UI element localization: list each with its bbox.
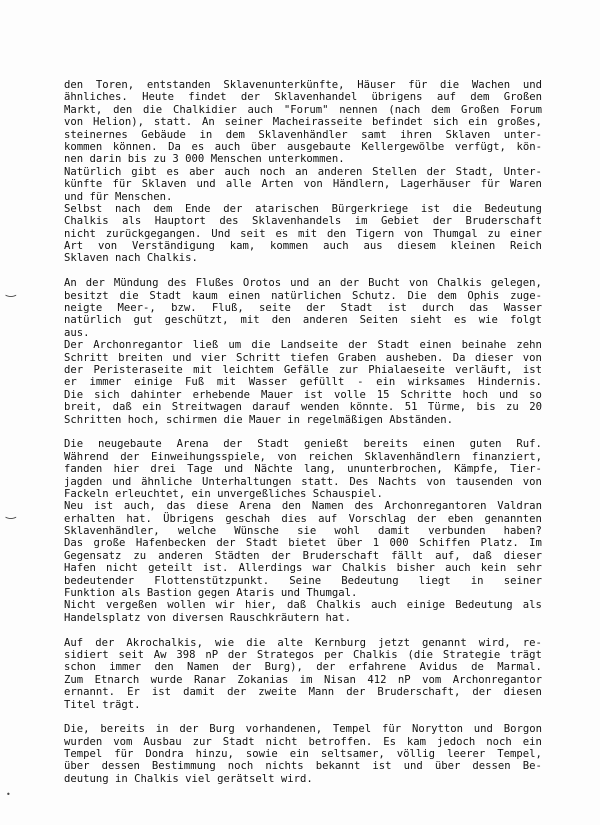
text-line: deutung in Chalkis viel gerätselt wird. — [64, 772, 313, 785]
text-line: aus. — [64, 326, 90, 339]
text-line: Art von Verständigung kam, kommen auch aus diesem kleinen Reich — [64, 240, 542, 253]
text-line: natürlich gut geschützt, mit den anderen Seiten sieht es wie folgt — [64, 314, 542, 327]
text-line: Sklaven nach Chalkis. — [64, 252, 198, 265]
text-line: Die, bereits in der Burg vorhandenen, Tempel für Norytton und Borgon — [64, 723, 542, 736]
text-line: künfte für Sklaven und alle Arten von Händlern, Lagerhäuser für Waren — [64, 178, 542, 191]
margin-dot-mark: • — [6, 790, 11, 799]
text-line: Zum Etnarch wurde Ranar Zokanias im Nisan 412 nP vom Archonregantor — [64, 673, 542, 686]
text-line: der Peristeraseite mit leichtem Gefälle zur Phialaeseite verläuft, ist — [64, 363, 542, 376]
text-line: Titel trägt. — [64, 698, 141, 711]
paragraph — [64, 438, 542, 624]
text-line: Das große Hafenbecken der Stadt bietet über 1 000 Schiffen Platz. Im — [64, 537, 542, 550]
text-line: breit, daß ein Streitwagen darauf wenden könnte. 51 Türme, bis zu 20 — [64, 401, 542, 414]
paragraph — [64, 79, 542, 265]
margin-pencil-mark: ‿ — [6, 505, 16, 519]
text-line: Schritt breiten und vier Schritt tiefen Graben ausheben. Da dieser von — [64, 351, 542, 364]
body-text — [64, 79, 542, 798]
text-line: Chalkis als Hauptort des Sklavenhandels im Gebiet der Bruderschaft — [64, 215, 542, 228]
text-line: Auf der Akrochalkis, wie die alte Kernburg jetzt genannt wird, re- — [64, 636, 542, 649]
text-line: er immer einige Fuß mit Wasser gefüllt - ein wirksames Hindernis. — [64, 376, 542, 389]
text-line: nen darin bis zu 3 000 Menschen unterkommen. — [64, 153, 345, 166]
text-line: neigte Meer-, bzw. Fluß, seite der Stadt ist durch das Wasser — [64, 302, 542, 315]
text-line: wurden vom Ausbau zur Stadt nicht betroffen. Es kam jedoch noch ein — [64, 735, 542, 748]
text-line: Neu ist auch, das diese Arena den Namen des Archonregantoren Valdran — [64, 500, 542, 513]
text-line: Natürlich gibt es aber auch noch an anderen Stellen der Stadt, Unter- — [64, 165, 542, 178]
text-line: fanden hier drei Tage und Nächte lang, ununterbrochen, Kämpfe, Tier- — [64, 463, 542, 476]
text-line: Handelsplatz von diversen Rauschkräutern hat. — [64, 611, 352, 624]
text-line: Tempel für Dondra hinzu, sowie ein seltsamer, völlig leerer Tempel, — [64, 748, 542, 761]
paragraph — [64, 277, 542, 426]
text-line: und für Menschen. — [64, 190, 173, 203]
text-line: jagden und ähnliche Unterhaltungen statt. Des Nachts von tausenden von — [64, 475, 542, 488]
text-line: Gegensatz zu anderen Städten der Bruderschaft fällt auf, daß dieser — [64, 549, 542, 562]
text-line: Markt, den die Chalkidier auch "Forum" nennen (nach dem Großen Forum — [64, 103, 542, 116]
text-line: von Helion), statt. An seiner Macheirasseite befindet sich ein großes, — [64, 116, 542, 129]
text-line: schon immer den Namen der Burg), der erfahrene Avidus de Marmal. — [64, 661, 542, 674]
text-line: ernannt. Er ist damit der zweite Mann der Bruderschaft, der diesen — [64, 686, 542, 699]
text-line: steinernes Gebäude in dem Sklavenhändler samt ihren Sklaven unter- — [64, 128, 542, 141]
text-line: kommen können. Da es auch über ausgebaute Kellergewölbe verfügt, kön- — [64, 140, 542, 153]
text-line: An der Mündung des Flußes Orotos und an der Bucht von Chalkis gelegen, — [64, 277, 542, 290]
text-line: bedeutender Flottenstützpunkt. Seine Bedeutung liegt in seiner — [64, 574, 542, 587]
text-line: erhalten hat. Übrigens geschah dies auf Vorschlag der eben genannten — [64, 512, 542, 525]
text-line: Sklavenhändler, welche Wünsche sie wohl damit verbunden haben? — [64, 525, 542, 538]
text-line: Der Archonregantor ließ um die Landseite der Stadt einen beinahe zehn — [64, 339, 542, 352]
text-line: Die sich dahinter erhebende Mauer ist volle 15 Schritte hoch und so — [64, 388, 542, 401]
text-line: nicht zurückgegangen. Und seit es mit den Tigern von Thumgal zu einer — [64, 227, 542, 240]
text-line: Fackeln erleuchtet, ein unvergeßliches Schauspiel. — [64, 487, 383, 500]
text-line: Während der Einweihungsspiele, von reichen Sklavenhändlern finanziert, — [64, 450, 542, 463]
text-line: Selbst nach dem Ende der atarischen Bürgerkriege ist die Bedeutung — [64, 202, 542, 215]
text-line: Die neugebaute Arena der Stadt genießt bereits einen guten Ruf. — [64, 438, 542, 451]
text-line: Funktion als Bastion gegen Ataris und Thumgal. — [64, 587, 358, 600]
paragraph — [64, 637, 542, 711]
text-line: Hafen nicht geteilt ist. Allerdings war Chalkis bisher auch kein sehr — [64, 562, 542, 575]
text-line: ähnliches. Heute findet der Sklavenhandel übrigens auf dem Großen — [64, 91, 542, 104]
text-line: sidiert seit Aw 398 nP der Strategos per Chalkis (die Strategie trägt — [64, 648, 542, 661]
text-line: Schritten hoch, schirmen die Mauer in regelmäßigen Abständen. — [64, 413, 454, 426]
text-line: den Toren, entstanden Sklavenunterkünfte, Häuser für die Wachen und — [64, 79, 542, 91]
text-line: Nicht vergeßen wollen wir hier, daß Chalkis auch einige Bedeutung als — [64, 599, 542, 612]
text-line: über dessen Bestimmung noch nichts bekannt ist und über dessen Be- — [64, 760, 542, 773]
paragraph — [64, 723, 542, 785]
text-line: besitzt die Stadt kaum einen natürlichen Schutz. Die dem Ophis zuge- — [64, 289, 542, 302]
margin-pencil-mark: ‿ — [6, 283, 16, 297]
